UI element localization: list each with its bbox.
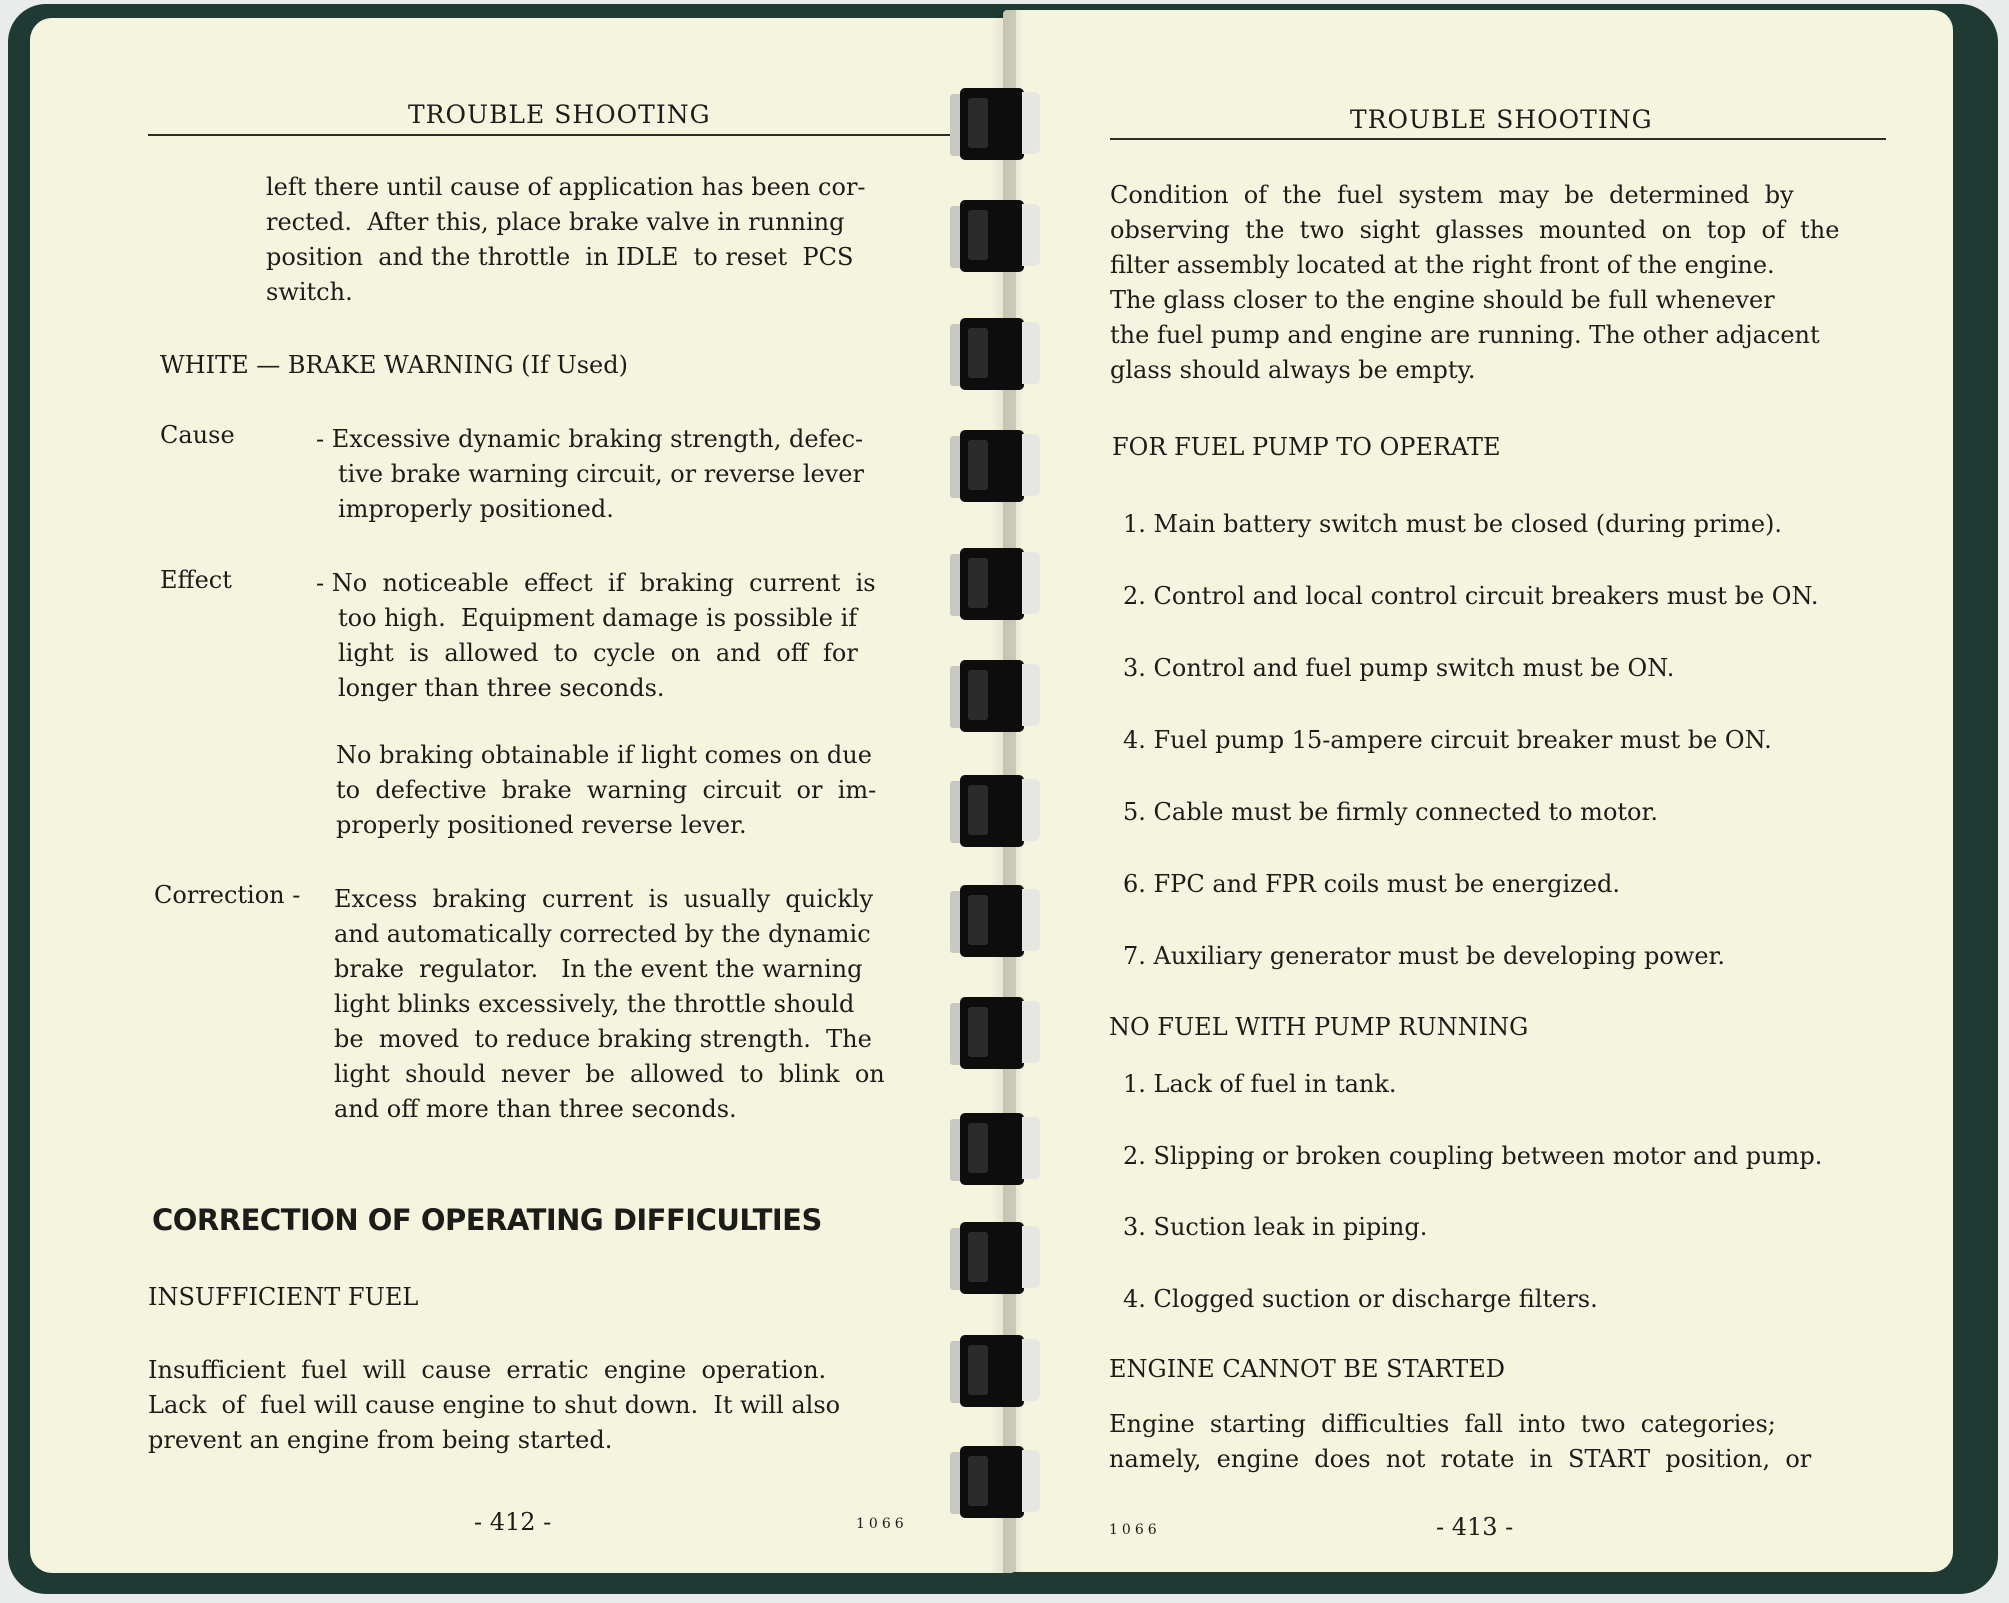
fuel-pump-heading: FOR FUEL PUMP TO OPERATE <box>1112 433 1501 461</box>
binding-ring <box>950 885 1042 957</box>
insufficient-fuel-line: Insufficient fuel will cause erratic engine operation. <box>148 1356 827 1384</box>
left-page <box>30 18 1015 1573</box>
engine-line: Engine starting difficulties fall into two categories; <box>1109 1410 1776 1438</box>
intro-line: observing the two sight glasses mounted on top of the <box>1110 216 1840 244</box>
binding-ring <box>950 88 1042 160</box>
binding-ring <box>950 1335 1042 1407</box>
left-page-header: TROUBLE SHOOTING <box>408 100 711 129</box>
intro-line: the fuel pump and engine are running. The other adjacent <box>1110 321 1820 349</box>
list-item: 5. Cable must be firmly connected to motor. <box>1123 798 1658 826</box>
insufficient-fuel-heading: INSUFFICIENT FUEL <box>148 1283 419 1311</box>
cause-line: tive brake warning circuit, or reverse lever <box>338 460 864 488</box>
correction-line: and automatically corrected by the dynamic <box>334 920 871 948</box>
correction-line: and off more than three seconds. <box>334 1095 737 1123</box>
binding-ring <box>950 200 1042 272</box>
engine-heading: ENGINE CANNOT BE STARTED <box>1109 1355 1505 1383</box>
cause-line: - Excessive dynamic braking strength, defec- <box>316 425 864 453</box>
correction-line: be moved to reduce braking strength. The <box>334 1025 872 1053</box>
insufficient-fuel-line: prevent an engine from being started. <box>148 1426 613 1454</box>
no-fuel-heading: NO FUEL WITH PUMP RUNNING <box>1109 1013 1529 1041</box>
effect-line: longer than three seconds. <box>338 674 665 702</box>
intro-line: filter assembly located at the right front of the engine. <box>1110 251 1775 279</box>
print-code: 1066 <box>1109 1522 1161 1538</box>
binding-ring <box>950 1446 1042 1518</box>
binding-ring <box>950 1113 1042 1185</box>
correction-line: light should never be allowed to blink on <box>334 1060 885 1088</box>
list-item: 1. Lack of fuel in tank. <box>1123 1070 1397 1098</box>
correction-label: Correction - <box>154 881 301 909</box>
cause-line: improperly positioned. <box>338 495 614 523</box>
effect-label: Effect <box>160 566 232 594</box>
intro-line: rected. After this, place brake valve in running <box>266 208 845 236</box>
insufficient-fuel-line: Lack of fuel will cause engine to shut down. It will also <box>148 1391 841 1419</box>
binding-ring <box>950 1222 1042 1294</box>
effect-line: No braking obtainable if light comes on due <box>336 741 872 769</box>
binding-ring <box>950 997 1042 1069</box>
binding-ring <box>950 548 1042 620</box>
left-header-rule <box>148 134 958 136</box>
effect-line: - No noticeable effect if braking current is <box>316 569 876 597</box>
list-item: 3. Suction leak in piping. <box>1123 1213 1428 1241</box>
intro-line: glass should always be empty. <box>1110 356 1476 384</box>
intro-line: The glass closer to the engine should be full whenever <box>1110 286 1775 314</box>
correction-line: Excess braking current is usually quickly <box>334 885 874 913</box>
effect-line: to defective brake warning circuit or im- <box>336 776 877 804</box>
intro-line: position and the throttle in IDLE to reset PCS <box>266 243 854 271</box>
section-title: CORRECTION OF OPERATING DIFFICULTIES <box>152 1203 822 1237</box>
effect-line: properly positioned reverse lever. <box>336 811 747 839</box>
correction-line: light blinks excessively, the throttle should <box>334 990 855 1018</box>
list-item: 4. Clogged suction or discharge filters. <box>1123 1285 1598 1313</box>
right-page <box>1003 10 1953 1572</box>
binding-ring <box>950 318 1042 390</box>
cause-label: Cause <box>160 421 235 449</box>
right-header-rule <box>1110 138 1886 140</box>
intro-line: Condition of the fuel system may be determined by <box>1110 181 1794 209</box>
binding-ring <box>950 660 1042 732</box>
engine-line: namely, engine does not rotate in START position, or <box>1109 1445 1812 1473</box>
list-item: 2. Slipping or broken coupling between motor and pump. <box>1123 1142 1823 1170</box>
list-item: 7. Auxiliary generator must be developing power. <box>1123 942 1726 970</box>
page-number: - 412 - <box>474 1508 552 1536</box>
list-item: 1. Main battery switch must be closed (during prime). <box>1123 510 1783 538</box>
effect-line: too high. Equipment damage is possible if <box>338 604 858 632</box>
white-brake-warning-heading: WHITE — BRAKE WARNING (If Used) <box>160 351 628 379</box>
list-item: 6. FPC and FPR coils must be energized. <box>1123 870 1620 898</box>
correction-line: brake regulator. In the event the warning <box>334 955 863 983</box>
list-item: 3. Control and fuel pump switch must be ON. <box>1123 654 1675 682</box>
print-code: 1066 <box>856 1516 908 1532</box>
list-item: 4. Fuel pump 15-ampere circuit breaker must be ON. <box>1123 726 1772 754</box>
right-page-header: TROUBLE SHOOTING <box>1350 105 1653 134</box>
list-item: 2. Control and local control circuit breakers must be ON. <box>1123 582 1819 610</box>
effect-line: light is allowed to cycle on and off for <box>338 639 858 667</box>
intro-line: left there until cause of application has been cor- <box>266 173 866 201</box>
intro-line: switch. <box>266 278 353 306</box>
binding-ring <box>950 775 1042 847</box>
binding-ring <box>950 430 1042 502</box>
page-number: - 413 - <box>1436 1513 1514 1541</box>
